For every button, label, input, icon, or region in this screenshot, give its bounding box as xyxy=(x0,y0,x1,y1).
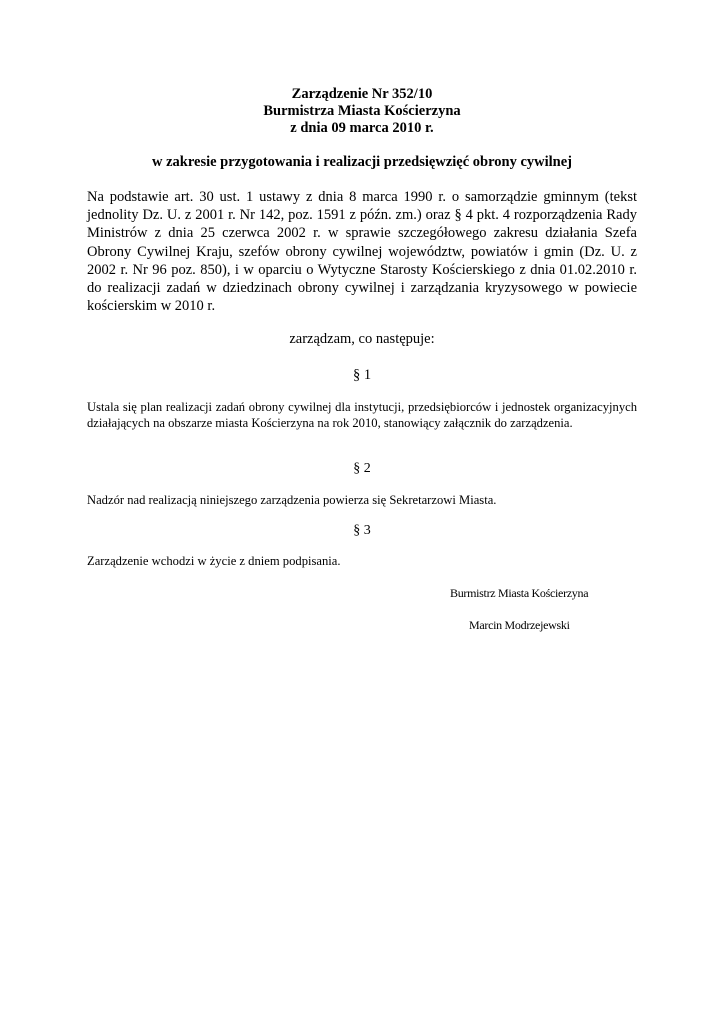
issuer-line: Burmistrza Miasta Kościerzyna xyxy=(263,103,461,119)
section-1-sign: § 1 xyxy=(352,367,372,383)
section-1-text: Ustala się plan realizacji zadań obrony cywilnej dla instytucji, przedsiębiorców i jednostek organizacyjnych działających na obszarze miasta Kościerzyna na rok 2010, stanowiący załącznik do zarządzenia. xyxy=(87,400,637,431)
signatory-title: Burmistrz Miasta Kościerzyna xyxy=(450,586,589,600)
orders-line: zarządzam, co następuje: xyxy=(289,331,435,347)
section-2-sign: § 2 xyxy=(353,461,371,476)
document-page xyxy=(87,0,637,1024)
date-line: z dnia 09 marca 2010 r. xyxy=(290,120,434,136)
section-2-text: Nadzór nad realizacją niniejszego zarządzenia powierza się Sekretarzowi Miasta. xyxy=(87,493,497,507)
legal-basis-paragraph: Na podstawie art. 30 ust. 1 ustawy z dnia 8 marca 1990 r. o samorządzie gminnym (tekst jednolity Dz. U. z 2001 r. Nr 142, poz. 1591 z późn. zm.) oraz § 4 pkt. 4 rozporządzenia Rady Ministrów z dnia 25 czerwca 2002 r. w sprawie szczegółowego zakresu działania Szefa Obrony Cywilnej Kraju, szefów obrony cywilnej województw, powiatów i gmin (Dz. U. z 2002 r. Nr 96 poz. 850), i w oparciu o Wytyczne Starosty Kościerskiego z dnia 01.02.2010 r. do realizacji zadań w dziedzinach obrony cywilnej i zarządzania kryzysowego w powiecie kościerskim w 2010 r. xyxy=(87,189,637,315)
document-subject: w zakresie przygotowania i realizacji przedsięwzięć obrony cywilnej xyxy=(151,154,572,170)
document-title: Zarządzenie Nr 352/10 xyxy=(291,86,433,102)
section-3-text: Zarządzenie wchodzi w życie z dniem podpisania. xyxy=(87,554,341,568)
section-3-sign: § 3 xyxy=(353,523,371,538)
signatory-name: Marcin Modrzejewski xyxy=(469,618,570,632)
